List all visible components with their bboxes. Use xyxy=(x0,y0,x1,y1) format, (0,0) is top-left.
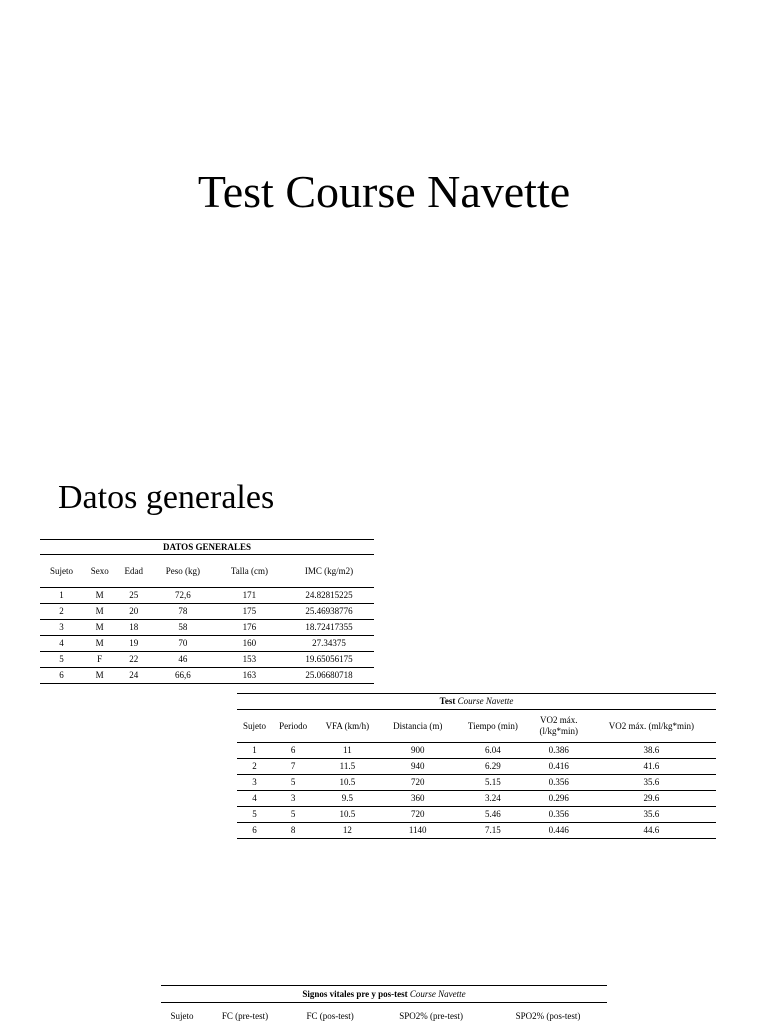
table-row xyxy=(237,807,716,823)
column-header: Sexo xyxy=(83,555,117,588)
table-row xyxy=(237,823,716,839)
column-header: Periodo xyxy=(272,710,314,743)
table-cell: 720 xyxy=(380,775,455,791)
table-cell: 0.356 xyxy=(531,807,587,823)
table-row xyxy=(237,759,716,775)
table-row xyxy=(40,588,374,604)
table-cell: M xyxy=(83,636,117,652)
table-cell: M xyxy=(83,620,117,636)
table-cell: 940 xyxy=(380,759,455,775)
section-heading: Datos generales xyxy=(58,476,274,520)
table-cell: 72,6 xyxy=(151,588,215,604)
table-cell: 78 xyxy=(151,604,215,620)
table-cell: 6 xyxy=(40,668,83,684)
table-cell: 41.6 xyxy=(587,759,716,775)
table-cell: 360 xyxy=(380,791,455,807)
table-cell: 35.6 xyxy=(587,775,716,791)
table-cell: 3 xyxy=(272,791,314,807)
table-cell: 4 xyxy=(237,791,272,807)
column-header: IMC (kg/m2) xyxy=(284,555,374,588)
table-cell: 1 xyxy=(40,588,83,604)
table-cell: 19.65056175 xyxy=(284,652,374,668)
table-cell: 171 xyxy=(215,588,284,604)
caption-italic: Course Navette xyxy=(410,989,466,999)
table-cell: 0.386 xyxy=(531,743,587,759)
column-header: Sujeto xyxy=(161,1003,203,1029)
column-header: VFA (km/h) xyxy=(314,710,380,743)
caption-bold: Test xyxy=(440,696,456,706)
table-cell: 66,6 xyxy=(151,668,215,684)
slide-title: Test Course Navette xyxy=(0,164,768,220)
table-row xyxy=(40,668,374,684)
column-header: Peso (kg) xyxy=(151,555,215,588)
table-cell: 7 xyxy=(272,759,314,775)
table-cell: 6 xyxy=(272,743,314,759)
column-header: Distancia (m) xyxy=(380,710,455,743)
table-cell: 10.5 xyxy=(314,807,380,823)
table-cell: M xyxy=(83,668,117,684)
table-cell: 25 xyxy=(116,588,150,604)
table-cell: 19 xyxy=(116,636,150,652)
table-cell: 22 xyxy=(116,652,150,668)
column-header: Sujeto xyxy=(237,710,272,743)
table-cell: 25.06680718 xyxy=(284,668,374,684)
table-cell: 7.15 xyxy=(455,823,531,839)
table-cell: 70 xyxy=(151,636,215,652)
vital-signs-table xyxy=(161,985,607,1029)
general-data-table xyxy=(40,539,374,684)
table-cell: 6.04 xyxy=(455,743,531,759)
table-cell: 3.24 xyxy=(455,791,531,807)
column-header: FC (pre-test) xyxy=(203,1003,287,1029)
table-cell: 4 xyxy=(40,636,83,652)
table-cell: 5 xyxy=(237,807,272,823)
table-cell: M xyxy=(83,588,117,604)
table-cell: 0.296 xyxy=(531,791,587,807)
table-cell: 2 xyxy=(237,759,272,775)
table-cell: 2 xyxy=(40,604,83,620)
table-cell: 6.29 xyxy=(455,759,531,775)
table-cell: 163 xyxy=(215,668,284,684)
table-cell: 38.6 xyxy=(587,743,716,759)
table-body xyxy=(237,743,716,839)
table-cell: 175 xyxy=(215,604,284,620)
table-row xyxy=(40,620,374,636)
table-cell: 27.34375 xyxy=(284,636,374,652)
table-cell: 24.82815225 xyxy=(284,588,374,604)
table-cell: 5.46 xyxy=(455,807,531,823)
table-row xyxy=(40,652,374,668)
table-row xyxy=(237,791,716,807)
caption-bold: Signos vitales pre y pos-test xyxy=(302,989,407,999)
table-caption xyxy=(161,986,607,1003)
table-row xyxy=(237,775,716,791)
caption-italic: Course Navette xyxy=(458,696,514,706)
table-cell: 0.416 xyxy=(531,759,587,775)
table-cell: 12 xyxy=(314,823,380,839)
table-cell: 5 xyxy=(40,652,83,668)
table-row xyxy=(40,604,374,620)
column-header: VO2 máx. (ml/kg*min) xyxy=(587,710,716,743)
table-row xyxy=(237,743,716,759)
table-cell: 18.72417355 xyxy=(284,620,374,636)
table-body xyxy=(40,588,374,684)
table-cell: 720 xyxy=(380,807,455,823)
table-cell: 1140 xyxy=(380,823,455,839)
column-header: VO2 máx. (l/kg*min) xyxy=(531,710,587,743)
table-cell: 29.6 xyxy=(587,791,716,807)
table-cell: 8 xyxy=(272,823,314,839)
table-cell: 153 xyxy=(215,652,284,668)
table-cell: 58 xyxy=(151,620,215,636)
table-cell: 10.5 xyxy=(314,775,380,791)
table-cell: 11 xyxy=(314,743,380,759)
table-cell: 5.15 xyxy=(455,775,531,791)
table-caption: DATOS GENERALES xyxy=(40,540,374,555)
table-cell: 35.6 xyxy=(587,807,716,823)
table-cell: 20 xyxy=(116,604,150,620)
table-row xyxy=(40,636,374,652)
column-header: SPO2% (pos-test) xyxy=(489,1003,607,1029)
table-cell: 44.6 xyxy=(587,823,716,839)
table-cell: 18 xyxy=(116,620,150,636)
table-cell: 6 xyxy=(237,823,272,839)
table-cell: 3 xyxy=(237,775,272,791)
table-cell: 0.446 xyxy=(531,823,587,839)
column-header: Tiempo (min) xyxy=(455,710,531,743)
table-caption xyxy=(237,694,716,710)
column-header: Talla (cm) xyxy=(215,555,284,588)
table-cell: 176 xyxy=(215,620,284,636)
table-cell: 46 xyxy=(151,652,215,668)
table-cell: 1 xyxy=(237,743,272,759)
table-cell: 25.46938776 xyxy=(284,604,374,620)
column-header: FC (pos-test) xyxy=(287,1003,373,1029)
table-cell: 3 xyxy=(40,620,83,636)
table-cell: M xyxy=(83,604,117,620)
course-navette-table xyxy=(237,693,716,839)
table-cell: F xyxy=(83,652,117,668)
table-cell: 9.5 xyxy=(314,791,380,807)
table-cell: 160 xyxy=(215,636,284,652)
table-cell: 24 xyxy=(116,668,150,684)
table-cell: 5 xyxy=(272,775,314,791)
column-header: SPO2% (pre-test) xyxy=(373,1003,489,1029)
column-header: Sujeto xyxy=(40,555,83,588)
table-cell: 5 xyxy=(272,807,314,823)
table-cell: 900 xyxy=(380,743,455,759)
table-cell: 0.356 xyxy=(531,775,587,791)
table-cell: 11.5 xyxy=(314,759,380,775)
column-header: Edad xyxy=(116,555,150,588)
